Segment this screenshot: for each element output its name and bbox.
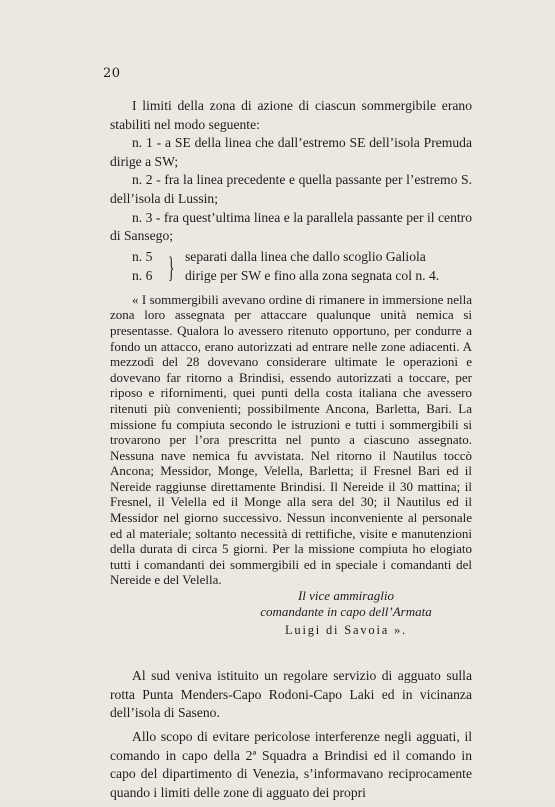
zones-5-6: [110, 248, 472, 286]
zone-5-label: n. 5: [132, 248, 153, 264]
report-paragraph: « I sommergibili avevano ordine di rimanere in immersione nella zona loro assegnata per attaccare qualunque unità nemica si presentasse. Qualora lo avessero ritenuto opportuno, per condurre a fondo un attacco, erano autorizzati ad entrare nelle zone adiacenti. A mezzodì del 28 dovevano considerare ultimate le operazioni e dovevano far ritorno a Brindisi, essendo autorizzati a toccare, per riposo e rifornimenti, quei punti della costa italiana che avessero ritenuti più convenienti; possibilmente Ancona, Barletta, Bari. La missione fu compiuta secondo le istruzioni e tutti i sommergibili si trovarono per l’ora prescritta nel punto a ciascuno assegnato. Nessuna nave nemica fu avvistata. Nel ritorno il Nautilus toccò Ancona; Messidor, Monge, Velella, Barletta; il Fresnel Bari ed il Nereide raggiunse direttamente Brindisi. Il Nereide il 30 mattina; il Fresnel, il Velella ed il Monge alla sera del 30; il Nautilus ed il Messidor nel giorno successivo. Nessun inconveniente al personale ed al materiale; soltanto necessità di rettifiche, visite e manutenzioni della durata di circa 5 giorni. Per la missione compiuta ho elogiato tutti i comandanti dei sommergibili ed in speciale i comandanti del Nereide e del Velella.: [110, 291, 472, 588]
zone-5-6-desc-line2: dirige per SW e fino alla zona segnata col n. 4.: [185, 267, 440, 283]
zone-item: n. 1 - a SE della linea che dall’estremo SE dell’isola Premuda dirige a SW;: [110, 135, 472, 169]
paragraph: Allo scopo di evitare pericolose interferenze negli agguati, il comando in capo della 2ª Squadra a Brindisi ed il comando in capo del dipartimento di Venezia, s’informavano reciprocamente quando i limiti delle zone di agguato dei propri: [110, 729, 472, 800]
signature-name: Luigi di Savoia ».: [285, 623, 407, 638]
page-number: 20: [103, 66, 121, 81]
signature-title-1: Il vice ammiraglio: [297, 588, 395, 604]
zone-item: n. 2 - fra la linea precedente e quella passante per l’estremo S. dell’isola di Lussin;: [110, 172, 472, 206]
signature-title-2: comandante in capo dell’Armata: [260, 603, 432, 619]
following-text: [110, 667, 472, 802]
zone-item: n. 3 - fra quest’ultima linea e la parallela passante per il centro di Sansego;: [110, 209, 472, 244]
brace-mark: }: [167, 250, 175, 284]
zone-6-label: n. 6: [132, 267, 153, 283]
intro-paragraph: I limiti della zona di azione di ciascun sommergibile erano stabiliti nel modo seguente:: [110, 98, 472, 132]
body-text: [110, 97, 472, 807]
quoted-report: [110, 292, 472, 639]
zone-5-6-desc-line1: separati dalla linea che dallo scoglio Galiola: [185, 248, 426, 264]
paragraph: Al sud veniva istituito un regolare servizio di agguato sulla rotta Punta Menders-Capo Rodoni-Capo Laki ed in vicinanza dell’isola di Saseno.: [110, 668, 472, 721]
